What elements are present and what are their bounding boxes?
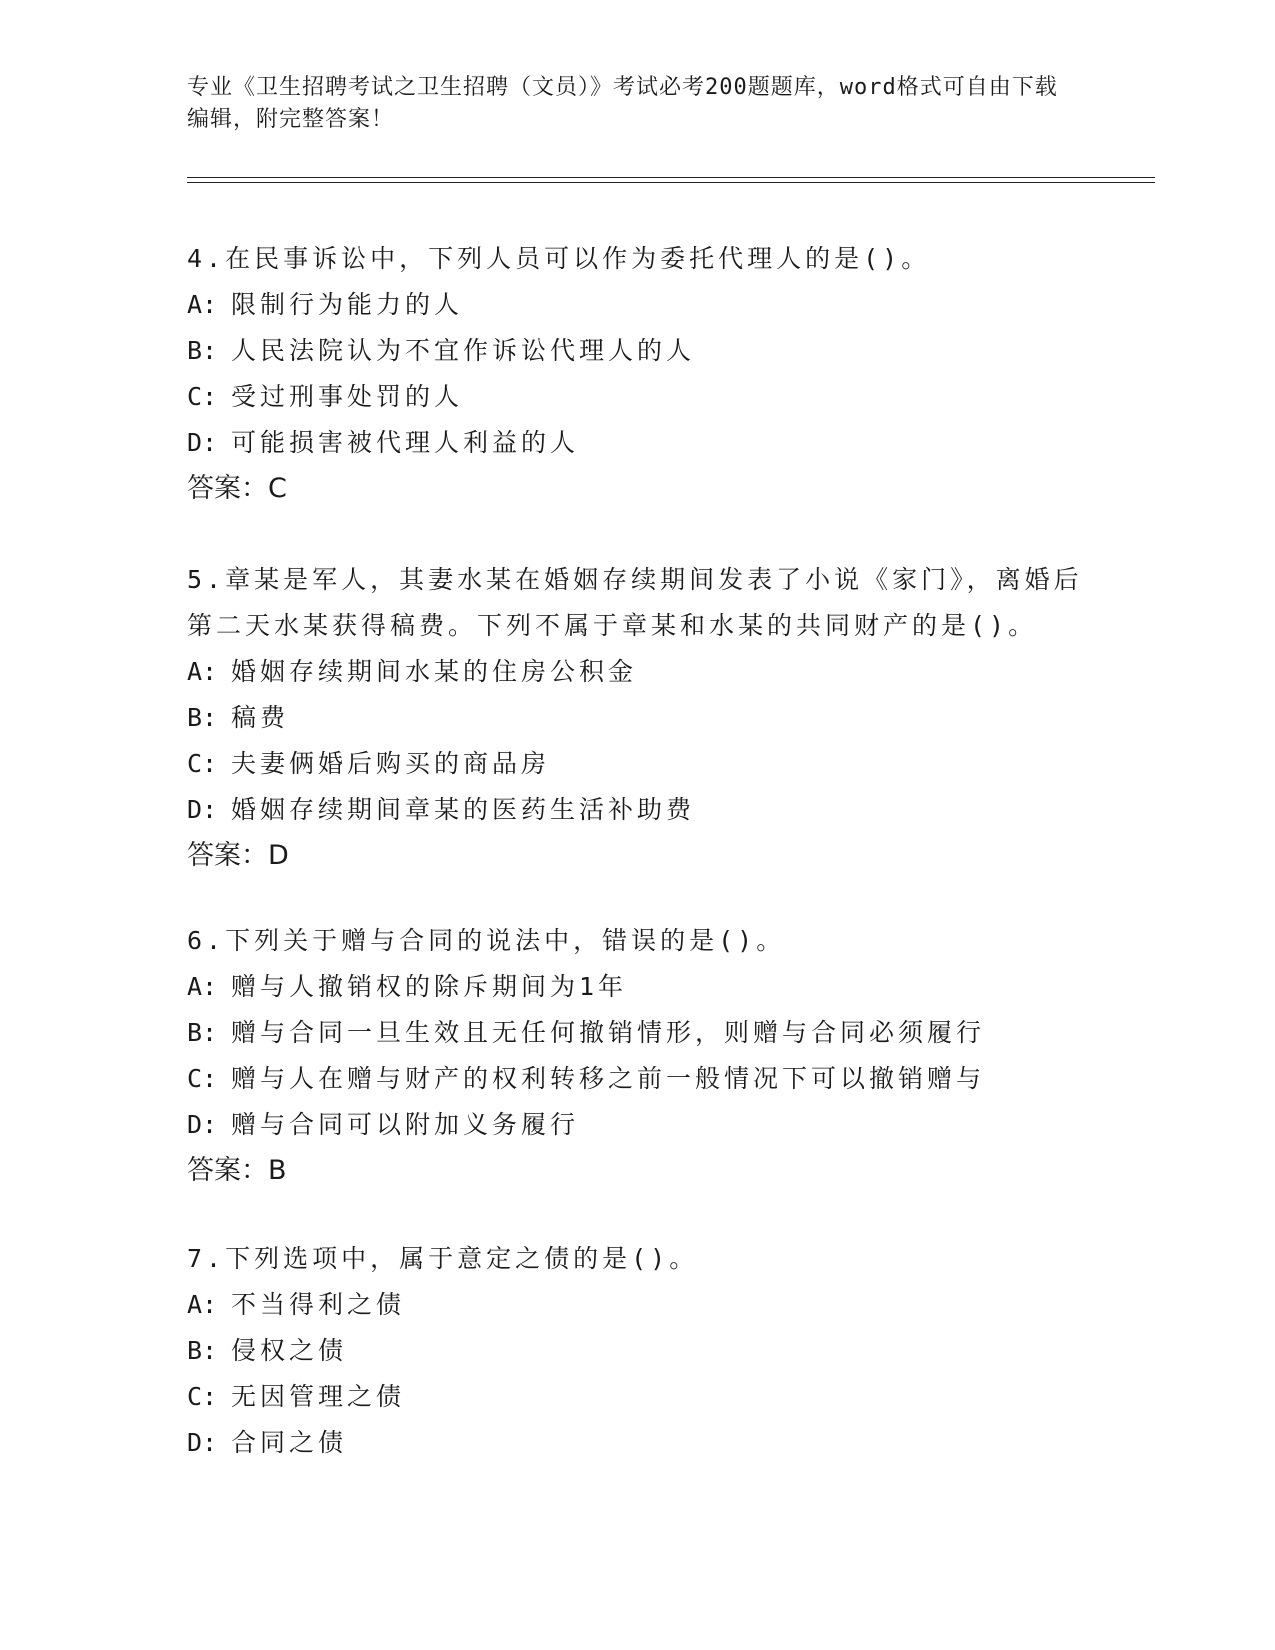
option-b bbox=[187, 1328, 1087, 1374]
option-d bbox=[187, 420, 1087, 466]
option-text: 无因管理之债 bbox=[231, 1382, 406, 1411]
answer-line: 答案：D bbox=[187, 840, 289, 871]
option-c bbox=[187, 741, 1087, 787]
option-key: A: bbox=[187, 972, 218, 1001]
option-key: D: bbox=[187, 428, 218, 457]
option-text: 人民法院认为不宜作诉讼代理人的人 bbox=[231, 336, 696, 365]
header-divider-bottom bbox=[187, 182, 1155, 183]
option-text: 受过刑事处罚的人 bbox=[231, 382, 464, 411]
header-divider-top bbox=[187, 177, 1155, 178]
option-d bbox=[187, 1420, 1087, 1466]
option-key: D: bbox=[187, 795, 218, 824]
option-a bbox=[187, 1282, 1087, 1328]
answer-line: 答案：B bbox=[187, 1155, 287, 1186]
option-text: 赠与人撤销权的除斥期间为1年 bbox=[231, 972, 628, 1001]
option-c bbox=[187, 1374, 1087, 1420]
option-key: B: bbox=[187, 1336, 218, 1365]
question-stem: 4.在民事诉讼中，下列人员可以作为委托代理人的是()。 bbox=[187, 244, 931, 273]
option-text: 夫妻俩婚后购买的商品房 bbox=[231, 749, 551, 778]
question-4 bbox=[187, 236, 1087, 512]
option-b bbox=[187, 328, 1087, 374]
option-d bbox=[187, 787, 1087, 833]
option-c bbox=[187, 374, 1087, 420]
option-b bbox=[187, 695, 1087, 741]
option-key: D: bbox=[187, 1110, 218, 1139]
option-key: C: bbox=[187, 1382, 218, 1411]
option-key: C: bbox=[187, 1064, 218, 1093]
document-header: 专业《卫生招聘考试之卫生招聘（文员）》考试必考200题题库，word格式可自由下载编辑，附完整答案！ bbox=[187, 75, 1058, 132]
option-text: 限制行为能力的人 bbox=[231, 290, 464, 319]
option-key: C: bbox=[187, 749, 218, 778]
question-stem: 7.下列选项中，属于意定之债的是()。 bbox=[187, 1244, 699, 1273]
question-5 bbox=[187, 557, 1087, 879]
option-a bbox=[187, 964, 1087, 1010]
question-7 bbox=[187, 1236, 1087, 1466]
option-key: D: bbox=[187, 1428, 218, 1457]
option-text: 稿费 bbox=[231, 703, 290, 732]
option-key: B: bbox=[187, 336, 218, 365]
option-a bbox=[187, 649, 1087, 695]
option-key: A: bbox=[187, 290, 218, 319]
option-text: 婚姻存续期间章某的医药生活补助费 bbox=[231, 795, 696, 824]
option-text: 不当得利之债 bbox=[231, 1290, 406, 1319]
question-6 bbox=[187, 918, 1087, 1194]
option-text: 赠与合同可以附加义务履行 bbox=[231, 1110, 580, 1139]
option-text: 可能损害被代理人利益的人 bbox=[231, 428, 580, 457]
option-text: 婚姻存续期间水某的住房公积金 bbox=[231, 657, 638, 686]
option-d bbox=[187, 1102, 1087, 1148]
option-key: C: bbox=[187, 382, 218, 411]
option-text: 赠与合同一旦生效且无任何撤销情形，则赠与合同必须履行 bbox=[231, 1018, 986, 1047]
question-stem: 5.章某是军人，其妻水某在婚姻存续期间发表了小说《家门》，离婚后第二天水某获得稿费。下列不属于章某和水某的共同财产的是()。 bbox=[187, 565, 1083, 640]
option-a bbox=[187, 282, 1087, 328]
option-text: 赠与人在赠与财产的权利转移之前一般情况下可以撤销赠与 bbox=[231, 1064, 986, 1093]
option-text: 侵权之债 bbox=[231, 1336, 348, 1365]
option-key: B: bbox=[187, 703, 218, 732]
option-key: A: bbox=[187, 1290, 218, 1319]
option-key: B: bbox=[187, 1018, 218, 1047]
answer-line: 答案：C bbox=[187, 473, 287, 504]
option-c bbox=[187, 1056, 1087, 1102]
option-text: 合同之债 bbox=[231, 1428, 348, 1457]
option-b bbox=[187, 1010, 1087, 1056]
question-stem: 6.下列关于赠与合同的说法中，错误的是()。 bbox=[187, 926, 786, 955]
option-key: A: bbox=[187, 657, 218, 686]
